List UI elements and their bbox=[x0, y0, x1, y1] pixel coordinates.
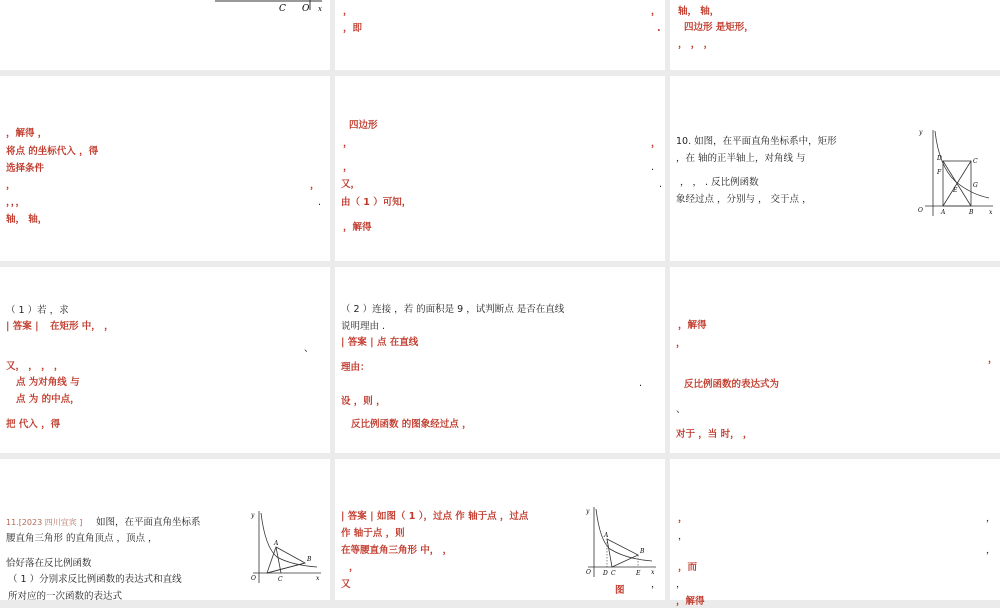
text-line: 点 为 的中点， bbox=[16, 394, 80, 405]
text-line: 在等腰直角三角形 中， ， bbox=[341, 545, 453, 556]
text-line: 又， bbox=[341, 179, 361, 190]
text-line: ， bbox=[343, 138, 353, 149]
source-tag: 11.[2023 四川宜宾 ] bbox=[6, 518, 83, 527]
fig-label-b: B bbox=[640, 548, 645, 555]
text-line: ， bbox=[310, 180, 320, 191]
fig-label-o: O bbox=[918, 207, 923, 214]
fig-label-b: B bbox=[969, 209, 974, 216]
text-line: 象经过点 ，分别与 ， 交于点 ， bbox=[676, 194, 812, 205]
text-line: 所对应的一次函数的表达式 bbox=[8, 591, 123, 602]
fig-label-c: C bbox=[279, 4, 286, 14]
text-line: 在矩形 中， ， bbox=[50, 321, 114, 332]
fig-label-e: E bbox=[636, 570, 641, 577]
text-line: ， bbox=[678, 513, 688, 524]
text-line: 四边形 bbox=[349, 120, 378, 131]
text-line: ， bbox=[678, 531, 688, 542]
triangle-hyperbola-figure bbox=[245, 507, 325, 587]
figure-caption: 图 bbox=[615, 585, 625, 596]
fig-label-o: O bbox=[302, 4, 310, 14]
slide-thumb-r3c3[interactable] bbox=[670, 267, 1000, 453]
text-line: ， ， . 反比例函数 bbox=[680, 177, 759, 188]
fig-label-c: C bbox=[278, 576, 283, 583]
slide-thumb-r1c1[interactable] bbox=[0, 0, 330, 70]
text-line: ，，， bbox=[6, 197, 26, 208]
text-line: ， bbox=[349, 562, 359, 573]
text-line: ， ， ， bbox=[678, 39, 714, 50]
slide-thumb-r2c3[interactable] bbox=[670, 76, 1000, 261]
fig-label-x: x bbox=[318, 5, 322, 13]
answer-tag: | 答案 | bbox=[341, 337, 374, 348]
axes-figure-partial bbox=[0, 0, 330, 70]
text-line: ，解得 ， bbox=[6, 128, 48, 139]
text-line: 作 轴于点 ，则 bbox=[341, 528, 405, 539]
text-line: 将点 的坐标代入 ，得 bbox=[6, 146, 99, 157]
slide-thumb-r3c2[interactable] bbox=[335, 267, 665, 453]
fig-label-y: y bbox=[251, 512, 255, 519]
fig-label-g: G bbox=[973, 182, 978, 189]
rectangle-hyperbola-figure bbox=[915, 126, 995, 221]
text-line: 恰好落在反比例函数 bbox=[6, 558, 92, 569]
text-line: ，即 bbox=[343, 23, 363, 34]
text-line: ， bbox=[986, 513, 996, 524]
text-line: 设 ，则 ， bbox=[341, 396, 386, 407]
text-line: 如图（ 1 ），过点 作 轴于点 ，过点 bbox=[377, 511, 529, 522]
slide-thumb-r4c1[interactable] bbox=[0, 459, 330, 600]
text-line: ， bbox=[651, 138, 661, 149]
text-line: （ 2 ）连接 ，若 的面积是 9 ，试判断点 是否在直线 bbox=[341, 304, 565, 315]
text-line: . bbox=[659, 179, 663, 190]
slide-thumb-r1c2[interactable] bbox=[335, 0, 665, 70]
slide-thumb-r1c3[interactable] bbox=[670, 0, 1000, 70]
text-line: ， bbox=[676, 338, 686, 349]
slide-thumb-r2c2[interactable] bbox=[335, 76, 665, 261]
fig-label-a: A bbox=[941, 209, 946, 216]
fig-label-o: O bbox=[251, 575, 256, 582]
text-line: ， bbox=[651, 6, 661, 17]
text-line: 把 代入 ，得 bbox=[6, 419, 61, 430]
fig-label-c: C bbox=[973, 158, 978, 165]
text-line: 又 bbox=[341, 579, 351, 590]
text-line: 轴， 轴， bbox=[678, 6, 720, 17]
text-line: ，而 bbox=[678, 562, 698, 573]
text-line: （ 1 ）若 ，求 bbox=[6, 305, 69, 316]
text-line: ， bbox=[986, 545, 996, 556]
fig-label-x: x bbox=[316, 575, 320, 582]
slide-thumb-r3c1[interactable] bbox=[0, 267, 330, 453]
slide-thumb-r4c3[interactable] bbox=[670, 459, 1000, 607]
fig-label-a: A bbox=[274, 540, 279, 547]
text-line: . bbox=[639, 378, 643, 389]
fig-label-f: F bbox=[937, 169, 942, 176]
text-line: 、 bbox=[676, 404, 686, 415]
fig-label-x: x bbox=[651, 569, 655, 576]
text-line: . bbox=[657, 23, 661, 34]
text-line: 如图，在平面直角坐标系 bbox=[96, 517, 201, 528]
text-line: （ 1 ）分别求反比例函数的表达式和直线 bbox=[8, 574, 182, 585]
answer-tag: | 答案 | bbox=[341, 511, 374, 522]
text-line: 由（ 1 ）可知， bbox=[341, 197, 412, 208]
text-line: 腰直角三角形 的直角顶点 ，顶点 ， bbox=[6, 533, 158, 544]
text-line: 说明理由 . bbox=[341, 321, 386, 332]
fig-label-d: D bbox=[603, 570, 608, 577]
text-line: . bbox=[318, 197, 322, 208]
fig-label-d: D bbox=[937, 155, 942, 162]
text-line: 反比例函数 的图象经过点 ， bbox=[351, 419, 472, 430]
text-line: 又， ， ， ， bbox=[6, 361, 64, 372]
triangle-projection-figure bbox=[580, 503, 660, 583]
text-line: 点 为对角线 与 bbox=[16, 377, 80, 388]
text-line: ， bbox=[988, 354, 998, 365]
text-line: 理由： bbox=[341, 362, 370, 373]
text-line: 对于 ，当 时， ， bbox=[676, 429, 753, 440]
text-line: . bbox=[651, 162, 655, 173]
text-line: 四边形 是矩形， bbox=[684, 22, 754, 33]
slide-thumb-r2c1[interactable] bbox=[0, 76, 330, 261]
fig-label-y: y bbox=[919, 129, 923, 136]
text-line: 轴， 轴， bbox=[6, 214, 48, 225]
text-line: 点 在直线 bbox=[377, 337, 419, 348]
text-line: ， bbox=[343, 6, 353, 17]
text-line: ，在 轴的正半轴上，对角线 与 bbox=[676, 153, 806, 164]
fig-label-y: y bbox=[586, 508, 590, 515]
text-line: ，解得 bbox=[343, 222, 372, 233]
fig-label-o: O bbox=[586, 569, 591, 576]
text-line: ，解得 bbox=[678, 320, 707, 331]
fig-label-c: C bbox=[611, 570, 616, 577]
text-line: ， bbox=[6, 180, 16, 191]
text-line: 反比例函数的表达式为 bbox=[684, 379, 780, 390]
text-line: ， bbox=[676, 579, 686, 590]
text-line: ，解得 bbox=[676, 596, 705, 607]
text-line: 选择条件 bbox=[6, 163, 45, 174]
answer-tag: | 答案 | bbox=[6, 321, 39, 332]
fig-label-e: E bbox=[953, 187, 958, 194]
text-line: ， bbox=[343, 162, 353, 173]
slide-thumb-r4c2[interactable] bbox=[335, 459, 665, 600]
text-line: ， bbox=[651, 579, 661, 590]
text-line: 10. 如图，在平面直角坐标系中，矩形 bbox=[676, 136, 837, 147]
fig-label-b: B bbox=[307, 556, 312, 563]
text-line: 、 bbox=[304, 343, 314, 354]
fig-label-x: x bbox=[989, 209, 993, 216]
fig-label-a: A bbox=[604, 532, 609, 539]
